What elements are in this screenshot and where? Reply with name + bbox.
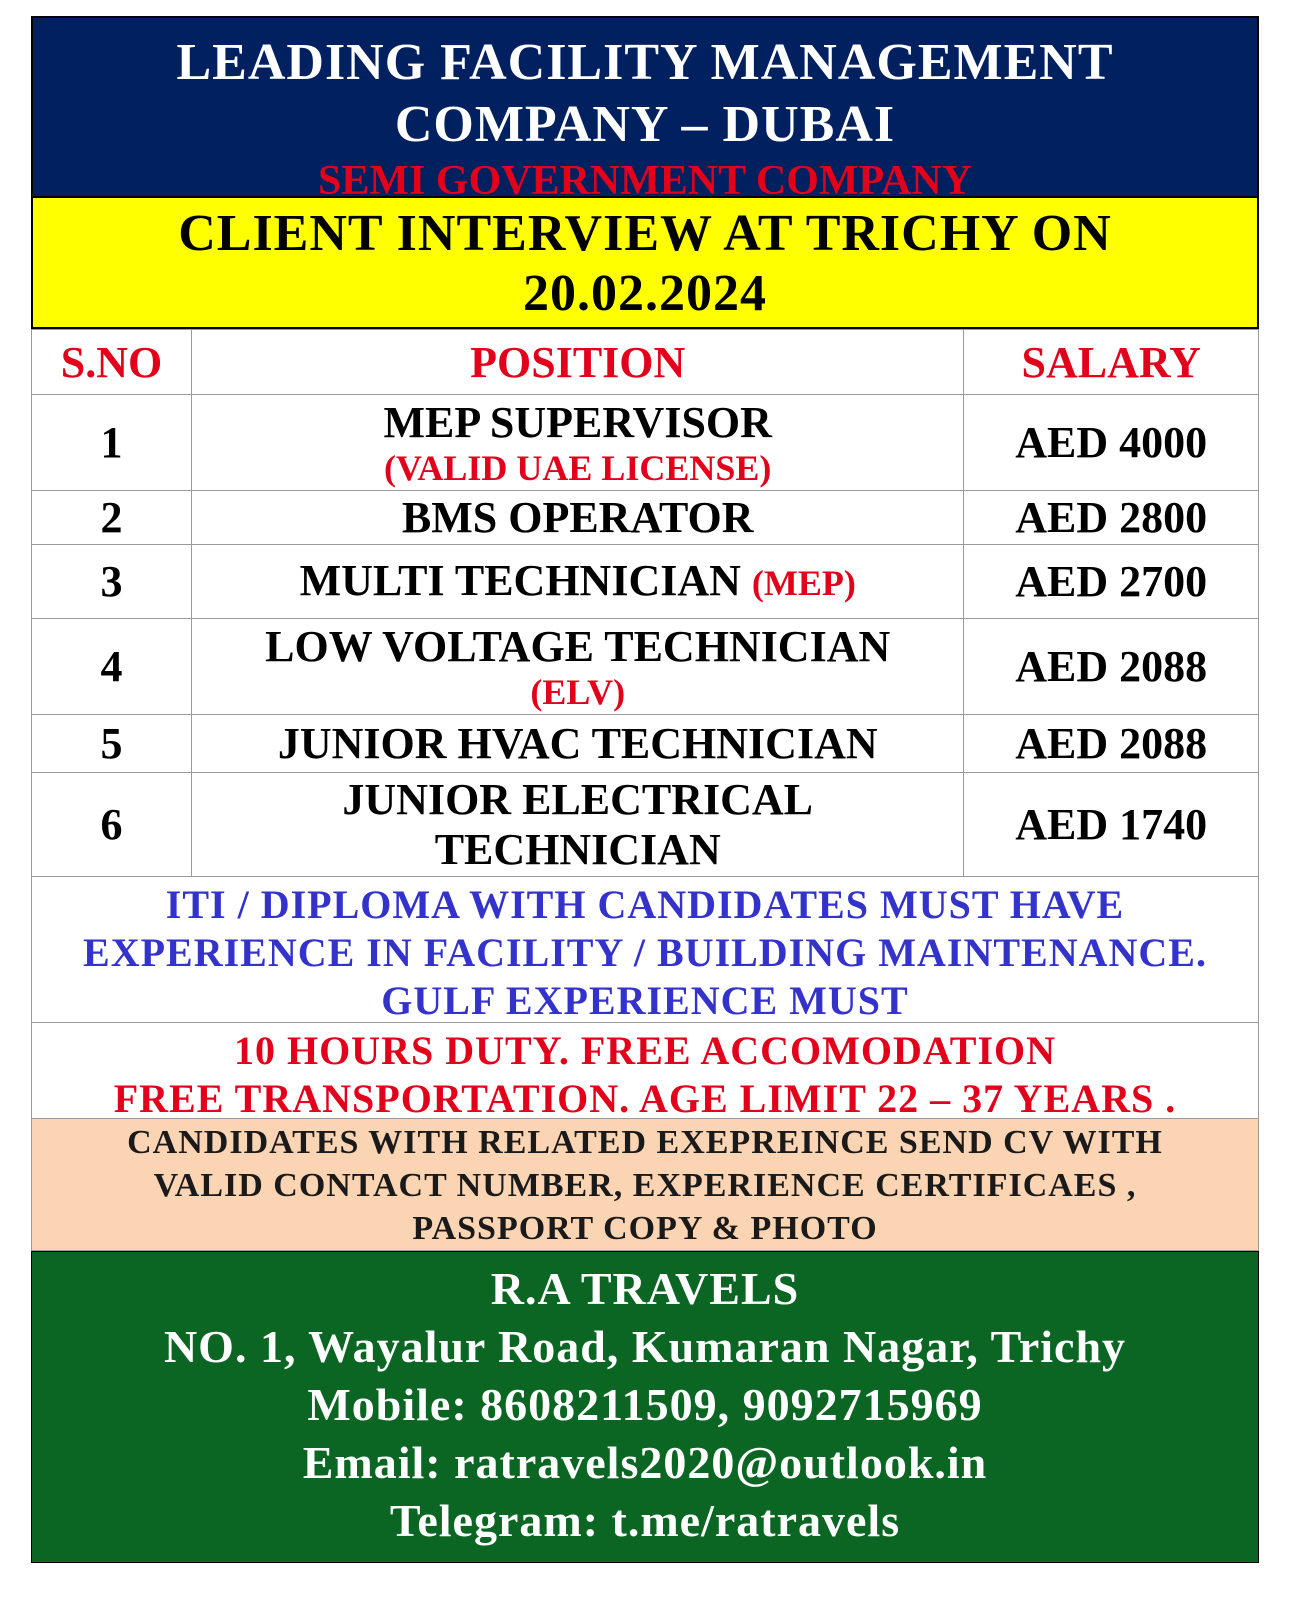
row-sno: 3 xyxy=(32,545,192,619)
company-header xyxy=(31,16,1259,204)
positions-table xyxy=(31,329,1259,877)
position-note: (VALID UAE LICENSE) xyxy=(384,447,772,488)
header-line-1: LEADING FACILITY MANAGEMENT xyxy=(176,34,1114,91)
position-title: JUNIOR ELECTRICAL xyxy=(342,774,814,824)
interview-line-1: CLIENT INTERVIEW AT TRICHY ON xyxy=(178,205,1112,262)
table-row xyxy=(32,491,1259,545)
contact-mobile: Mobile: 8608211509, 9092715969 xyxy=(307,1379,983,1430)
row-position xyxy=(191,619,963,715)
table-row xyxy=(32,773,1259,877)
cv-line-1: CANDIDATES WITH RELATED EXEPREINCE SEND CV WITH xyxy=(127,1124,1163,1161)
row-sno: 6 xyxy=(32,773,192,877)
interview-date: 20.02.2024 xyxy=(523,265,767,322)
qualification-section xyxy=(31,877,1259,1023)
contact-address: NO. 1, Wayalur Road, Kumaran Nagar, Trichy xyxy=(163,1321,1127,1372)
position-title: MEP SUPERVISOR xyxy=(383,397,772,447)
header-salary: SALARY xyxy=(964,330,1259,395)
row-sno: 1 xyxy=(32,395,192,491)
row-position: JUNIOR HVAC TECHNICIAN xyxy=(191,715,963,773)
contact-company: R.A TRAVELS xyxy=(490,1263,800,1314)
qualification-line-2: EXPERIENCE IN FACILITY / BUILDING MAINTENANCE. xyxy=(83,930,1207,975)
row-position xyxy=(191,545,963,619)
header-line-2: COMPANY – DUBAI xyxy=(394,96,896,153)
cv-line-3: PASSPORT COPY & PHOTO xyxy=(412,1210,878,1247)
table-row xyxy=(32,715,1259,773)
position-title: LOW VOLTAGE TECHNICIAN xyxy=(265,621,891,671)
header-subtitle: SEMI GOVERNMENT COMPANY xyxy=(317,158,973,204)
qualification-line-3: GULF EXPERIENCE MUST xyxy=(381,978,909,1023)
row-position: BMS OPERATOR xyxy=(191,491,963,545)
cv-line-2: VALID CONTACT NUMBER, EXPERIENCE CERTIFICAES , xyxy=(153,1167,1137,1204)
table-row xyxy=(32,545,1259,619)
header-sno: S.NO xyxy=(32,330,192,395)
row-position xyxy=(191,773,963,877)
row-sno: 5 xyxy=(32,715,192,773)
row-salary: AED 4000 xyxy=(964,395,1259,491)
contact-email: Email: ratravels2020@outlook.in xyxy=(302,1437,988,1488)
duty-line-1: 10 HOURS DUTY. FREE ACCOMODATION xyxy=(233,1028,1057,1073)
table-header-row xyxy=(32,330,1259,395)
row-salary: AED 2700 xyxy=(964,545,1259,619)
cv-instructions xyxy=(31,1119,1259,1251)
header-position: POSITION xyxy=(191,330,963,395)
table-row xyxy=(32,619,1259,715)
row-salary: AED 2088 xyxy=(964,619,1259,715)
row-salary: AED 1740 xyxy=(964,773,1259,877)
row-sno: 4 xyxy=(32,619,192,715)
row-position xyxy=(191,395,963,491)
table-row xyxy=(32,395,1259,491)
duty-line-2: FREE TRANSPORTATION. AGE LIMIT 22 – 37 YEARS . xyxy=(113,1076,1177,1121)
position-title: MULTI TECHNICIAN xyxy=(299,555,741,605)
contact-section xyxy=(31,1251,1259,1563)
row-salary: AED 2088 xyxy=(964,715,1259,773)
contact-telegram: Telegram: t.me/ratravels xyxy=(389,1495,901,1546)
row-sno: 2 xyxy=(32,491,192,545)
position-note: (ELV) xyxy=(530,671,626,712)
qualification-line-1: ITI / DIPLOMA WITH CANDIDATES MUST HAVE xyxy=(165,882,1125,927)
duty-section xyxy=(31,1023,1259,1119)
position-note: (MEP) xyxy=(751,562,856,603)
interview-banner xyxy=(31,198,1259,329)
row-salary: AED 2800 xyxy=(964,491,1259,545)
position-title-line-2: TECHNICIAN xyxy=(434,824,721,874)
job-poster xyxy=(31,16,1259,1563)
